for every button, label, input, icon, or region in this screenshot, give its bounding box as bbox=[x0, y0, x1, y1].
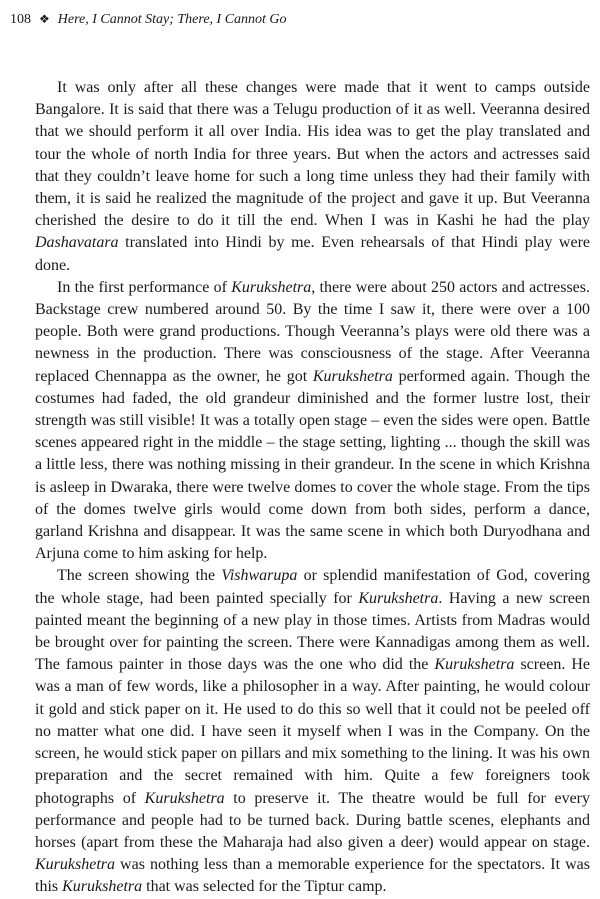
italic-title: Dashavatara bbox=[35, 234, 119, 252]
text-run: to preserve it. The theatre would be full for every performance and people had to be turned back. During battle scenes, elephants and horses (apart from these the Maharaja had also given a deer) would appear on stage. bbox=[35, 789, 590, 851]
text-run: , there were about 250 actors and actresses. Backstage crew numbered around 50. By the time I saw it, there were over a 100 people. Both were grand productions. Though Veeranna’s plays were old there was a newness in the production. There was consciousness of the stage. After Veeranna replaced Chennappa as the owner, he got bbox=[35, 278, 590, 385]
italic-title: Kurukshetra bbox=[434, 656, 515, 674]
italic-title: Kurukshetra bbox=[312, 367, 393, 385]
page-number: 108 bbox=[10, 12, 31, 27]
ornament-icon: ❖ bbox=[39, 12, 50, 26]
text-run: It was only after all these changes were made that it went to camps outside Bangalore. It is said that there was a Telugu production of it as well. Veeranna desired that we should perform it all over India. His idea was to get the play translated and tour the whole of north India for three years. But when the actors and actresses said that they couldn’t leave home for such a long time unless they had their family with them, it is said he realized the magnitude of the project and gave it up. But Veeranna cherished the desire to do it till the end. When I was in Kashi he had the play bbox=[35, 79, 590, 230]
paragraph-3 bbox=[35, 565, 590, 898]
text-run: . Having a new screen painted meant the beginning of a new play in those times. Artists from Madras would be brought over for painting the screen. There were Kannadigas among them as well. The famous painter in those days was the one who did the bbox=[35, 589, 591, 674]
italic-title: Kurukshetra bbox=[358, 589, 439, 607]
text-run: In the first performance of bbox=[57, 278, 232, 296]
body-text bbox=[35, 77, 590, 899]
italic-title: Kurukshetra bbox=[231, 278, 312, 296]
text-run: performed again. Though the costumes had faded, the old grandeur diminished and the former lustre lost, their strength was still visible! It was a totally open stage – even the sides were open. Battle scenes appeared right in the middle – the stage setting, lighting ... though the skill was a little less, there was nothing missing in their grandeur. In the scene in which Krishna is asleep in Dwaraka, there were twelve domes to cover the whole stage. From the tips of the domes twelve girls would come down from both sides, perform a dance, garland Krishna and disappear. It was the same scene in which both Duryodhana and Arjuna come to him asking for help. bbox=[35, 367, 591, 563]
italic-title: Kurukshetra bbox=[35, 856, 115, 874]
text-run: was nothing less than a memorable experience for the spectators. It was this bbox=[35, 856, 590, 896]
italic-title: Kurukshetra bbox=[144, 789, 225, 807]
italic-title: Vishwarupa bbox=[221, 567, 298, 585]
paragraph-1 bbox=[35, 77, 590, 277]
text-run: or splendid manifestation of God, covering the whole stage, had been painted specially for bbox=[35, 567, 590, 607]
text-run: translated into Hindi by me. Even rehearsals of that Hindi play were done. bbox=[35, 234, 590, 274]
italic-title: Kurukshetra bbox=[62, 878, 143, 896]
book-title: Here, I Cannot Stay; There, I Cannot Go bbox=[57, 12, 287, 27]
running-head bbox=[10, 10, 287, 29]
text-run: screen. He was a man of few words, like a philosopher in a way. After painting, he would colour it gold and stick paper on it. He used to do this so well that it could not be peeled off no matter what one did. I have seen it myself when I was in the Company. On the screen, he would stick paper on pillars and mix something to the lining. It was his own preparation and the secret remained with him. Quite a few foreigners took photographs of bbox=[35, 656, 591, 807]
text-run: that was selected for the Tiptur camp. bbox=[142, 878, 387, 896]
text-run: The screen showing the bbox=[57, 567, 222, 585]
paragraph-2 bbox=[35, 277, 590, 566]
